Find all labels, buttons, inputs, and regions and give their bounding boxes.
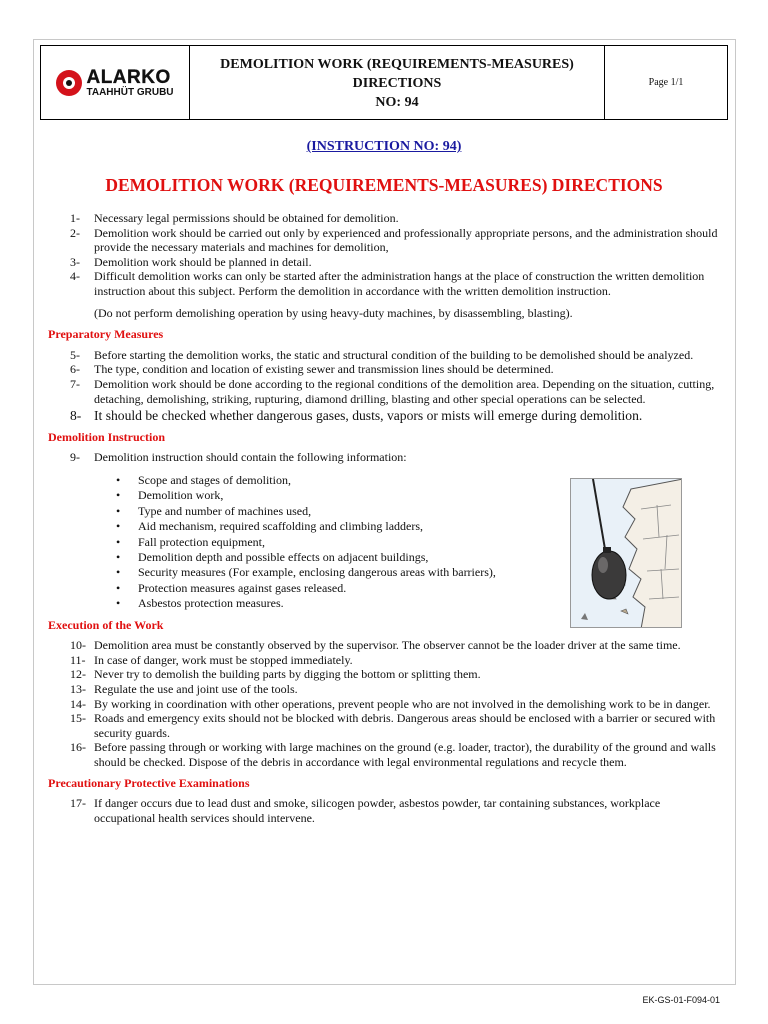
list-item: [48, 682, 728, 697]
list-item: [48, 740, 728, 769]
list-item: [48, 226, 728, 255]
bullet-icon: •: [116, 549, 121, 564]
list-item: [48, 638, 728, 653]
bullet-icon: •: [116, 565, 121, 580]
bullet-text: Asbestos protection measures.: [138, 596, 284, 611]
list-item: [48, 377, 728, 406]
bullet-icon: •: [116, 580, 121, 595]
item-number: 1-: [70, 211, 80, 225]
list-item: [48, 796, 728, 825]
item-text: In case of danger, work must be stopped immediately.: [94, 652, 353, 667]
list-item: [48, 667, 728, 682]
bullet-icon: •: [116, 503, 121, 518]
intro-note: (Do not perform demolishing operation by using heavy-duty machines, by disassembling, blasting).: [94, 305, 573, 320]
item-text: By working in coordination with other operations, prevent people who are not involved in the demolishing work to be in danger.: [94, 696, 711, 711]
section-heading-instruction: Demolition Instruction: [48, 429, 165, 444]
list-item: [48, 653, 728, 668]
list-item: [48, 348, 728, 363]
item-number: 8-: [70, 408, 82, 424]
document-code: EK-GS-01-F094-01: [642, 995, 720, 1005]
header-title-line1: DEMOLITION WORK (REQUIREMENTS-MEASURES): [220, 57, 574, 72]
bullet-text: Demolition work,: [138, 488, 224, 503]
item-text: Regulate the use and joint use of the tools.: [94, 681, 298, 696]
header-title: [190, 46, 605, 119]
item-text: If danger occurs due to lead dust and smoke, silicogen powder, asbestos powder, tar containing substances, workplace occupational health services should intervene.: [94, 796, 661, 825]
item-text: Demolition work should be planned in detail.: [94, 254, 312, 269]
item-number: 17-: [70, 796, 86, 811]
demolition-wrecking-ball-illustration: [570, 478, 682, 628]
bullet-text: Security measures (For example, enclosing dangerous areas with barriers),: [138, 565, 496, 580]
preparatory-list: [48, 348, 728, 424]
item-text: Difficult demolition works can only be started after the administration hangs at the place of construction the written demolition instruction about this subject. Perform the demolition in accordance with the written demolition instruction.: [94, 269, 705, 298]
bullet-icon: •: [116, 488, 121, 503]
bullet-icon: •: [116, 596, 121, 611]
header-title-line2: DIRECTIONS: [352, 76, 442, 91]
precaution-list: [48, 796, 728, 825]
item-number: 16-: [70, 740, 86, 755]
header-title-line3: NO: 94: [375, 95, 419, 110]
item-text: Demolition instruction should contain the following information:: [94, 450, 407, 465]
item-text: The type, condition and location of existing sewer and transmission lines should be determined.: [94, 362, 554, 377]
item-number: 12-: [70, 667, 86, 682]
bullet-text: Aid mechanism, required scaffolding and climbing ladders,: [138, 519, 424, 534]
item-text: Necessary legal permissions should be obtained for demolition.: [94, 211, 399, 225]
bullet-text: Demolition depth and possible effects on adjacent buildings,: [138, 549, 429, 564]
main-title: DEMOLITION WORK (REQUIREMENTS-MEASURES) DIRECTIONS: [105, 175, 663, 195]
alarko-logo-icon: [56, 70, 82, 96]
item-text: Demolition work should be done according to the regional conditions of the demolition area. Depending on the situation, cutting, detaching, demolishing, striking, rupturing, diamond drilling, blasting and other special operations can be selected.: [94, 376, 715, 406]
item-number: 4-: [70, 269, 80, 284]
intro-list: [48, 211, 728, 299]
item-text: It should be checked whether dangerous gases, dusts, vapors or mists will emerge during demolition.: [94, 408, 643, 424]
item-text: Before starting the demolition works, the static and structural condition of the building to be demolished should be analyzed.: [94, 347, 694, 362]
bullet-icon: •: [116, 472, 121, 487]
bullet-text: Scope and stages of demolition,: [138, 472, 291, 487]
list-item: [48, 362, 728, 377]
document-header: [40, 45, 728, 120]
item-number: 9-: [70, 450, 80, 465]
bullet-text: Protection measures against gases released.: [138, 580, 347, 595]
section-heading-precaution: Precautionary Protective Examinations: [48, 775, 250, 790]
item-text: Roads and emergency exits should not be blocked with debris. Dangerous areas should be enclosed with a barrier or secured with security guards.: [94, 711, 716, 740]
list-item: [48, 255, 728, 270]
item-number: 13-: [70, 681, 86, 696]
bullet-text: Fall protection equipment,: [138, 534, 265, 549]
section-heading-execution: Execution of the Work: [48, 617, 164, 632]
instruction-list: [48, 450, 728, 465]
item-number: 2-: [70, 225, 80, 240]
item-text: Before passing through or working with large machines on the ground (e.g. loader, tractor), the durability of the ground and walls should be checked. Dispose of the debris in accordance with legal environmental regulations and recycle them.: [94, 740, 716, 769]
bullet-text: Type and number of machines used,: [138, 503, 312, 518]
list-item: [48, 211, 728, 226]
item-text: Demolition work should be carried out only by experienced and professionally appropriate persons, and the administration should provide the necessary materials and machines for demolition,: [94, 225, 718, 255]
item-number: 11-: [70, 652, 86, 667]
execution-list: [48, 638, 728, 769]
item-number: 7-: [70, 376, 80, 391]
list-item: [48, 409, 728, 424]
item-text: Demolition area must be constantly observed by the supervisor. The observer cannot be the loader driver at the same time.: [94, 638, 681, 653]
item-number: 3-: [70, 254, 80, 269]
list-item: [48, 450, 728, 465]
bullet-icon: •: [116, 519, 121, 534]
section-heading-preparatory: Preparatory Measures: [48, 327, 164, 342]
item-number: 15-: [70, 711, 86, 726]
item-number: 6-: [70, 362, 80, 377]
instruction-number: (INSTRUCTION NO: 94): [306, 139, 462, 154]
page-number: Page 1/1: [648, 77, 684, 88]
company-logo: [41, 46, 190, 119]
item-text: Never try to demolish the building parts by digging the bottom or splitting them.: [94, 667, 481, 682]
logo-subtitle: TAAHHÜT GRUBU: [86, 86, 174, 98]
list-item: [48, 711, 728, 740]
item-number: 10-: [70, 638, 86, 653]
list-item: [48, 269, 728, 298]
list-item: [48, 697, 728, 712]
bullet-icon: •: [116, 534, 121, 549]
item-number: 5-: [70, 347, 80, 362]
item-number: 14-: [70, 696, 86, 711]
logo-name: ALARKO: [86, 66, 171, 88]
